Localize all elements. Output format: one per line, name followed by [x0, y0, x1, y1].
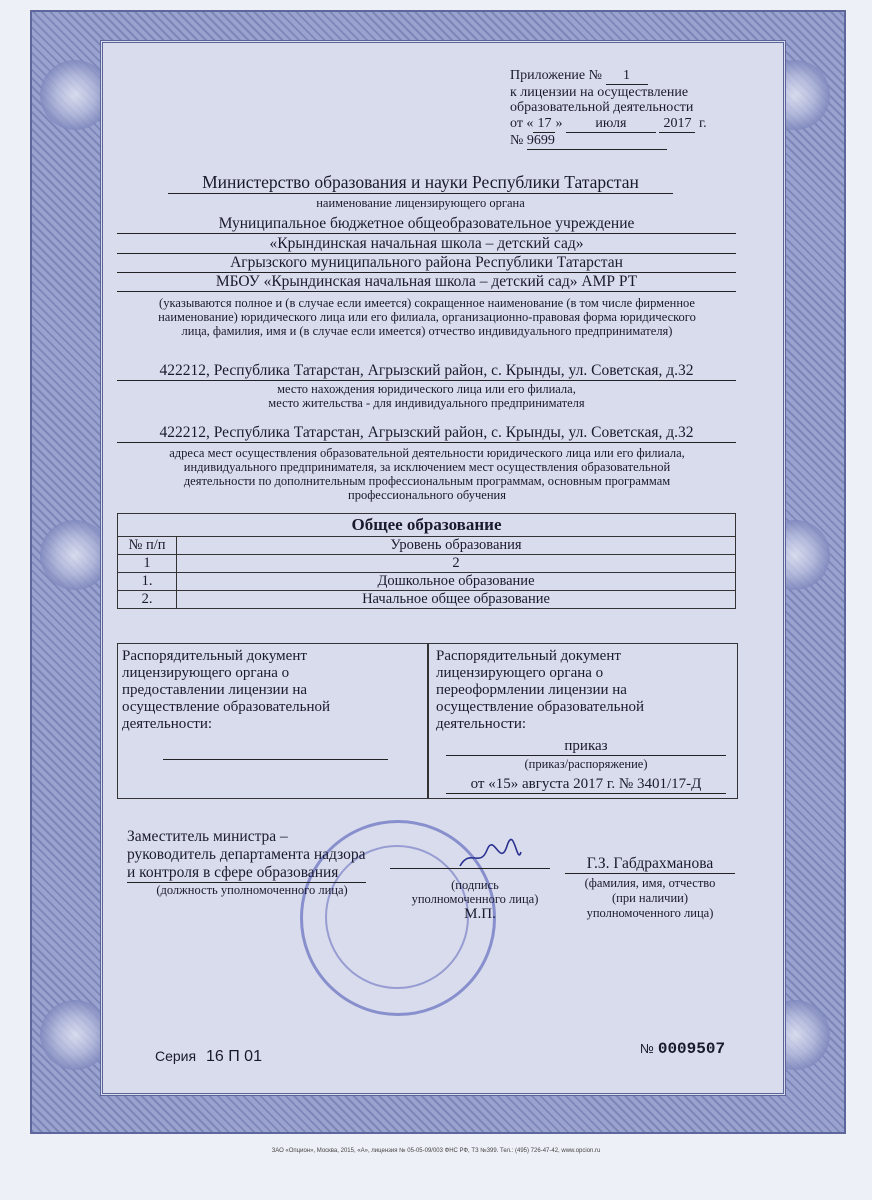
authority-name: Министерство образования и науки Республики Татарстан: [168, 172, 673, 194]
licensee-line: Агрызского муниципального района Республики Татарстан: [117, 254, 736, 273]
form-number: № 0009507: [640, 1040, 726, 1058]
document-type: приказ: [446, 738, 726, 756]
appendix-number: № 9699: [510, 133, 667, 150]
grant-document-box: Распорядительный документ лицензирующего органа о предоставлении лицензии на осуществление образовательной деятельности:: [117, 643, 429, 799]
signatory-name: Г.З. Габдрахманова: [565, 855, 735, 874]
activity-address: 422212, Республика Татарстан, Агрызский район, с. Крынды, ул. Советская, д.32: [117, 424, 736, 443]
document-date-number: от «15» августа 2017 г. № 3401/17-Д: [446, 776, 726, 794]
table-title: Общее образование: [118, 514, 736, 537]
table-row: 1 2: [118, 555, 736, 573]
form-series: Серия 16 П 01: [155, 1048, 262, 1065]
legal-address: 422212, Республика Татарстан, Агрызский район, с. Крынды, ул. Советская, д.32: [117, 362, 736, 381]
printer-imprint: ЗАО «Опцион», Москва, 2015, «А», лицензия № 05-05-09/003 ФНС РФ, ТЗ №399. Тел.: (495) 726-47-42, www.opcion.ru: [271, 1148, 601, 1154]
reissue-document-box: Распорядительный документ лицензирующего органа о переоформлении лицензии на осуществление образовательной деятельности: приказ (приказ/распоряжение) от «15» августа 2017 г. № 3401/17-Д: [427, 643, 738, 799]
table-row: 1. Дошкольное образование: [118, 573, 736, 591]
licensee-line: «Крындинская начальная школа – детский сад»: [117, 235, 736, 254]
empty-document-line: [163, 759, 388, 760]
seal-place: М.П.: [464, 906, 496, 922]
appendix-date: от « 17 » июля 2017 г.: [510, 116, 707, 131]
education-levels-table: [117, 513, 736, 609]
signatory-position: Заместитель министра – руководитель департамента надзора и контроля в сфере образования: [127, 828, 366, 881]
table-header: № п/п Уровень образования: [118, 537, 736, 555]
handwritten-signature: [455, 838, 525, 878]
licensee-short-name: МБОУ «Крындинская начальная школа – детский сад» АМР РТ: [117, 273, 736, 292]
table-row: 2. Начальное общее образование: [118, 591, 736, 609]
appendix-header: Приложение № 1: [510, 68, 648, 85]
licensee-line: Муниципальное бюджетное общеобразовательное учреждение: [117, 215, 736, 234]
